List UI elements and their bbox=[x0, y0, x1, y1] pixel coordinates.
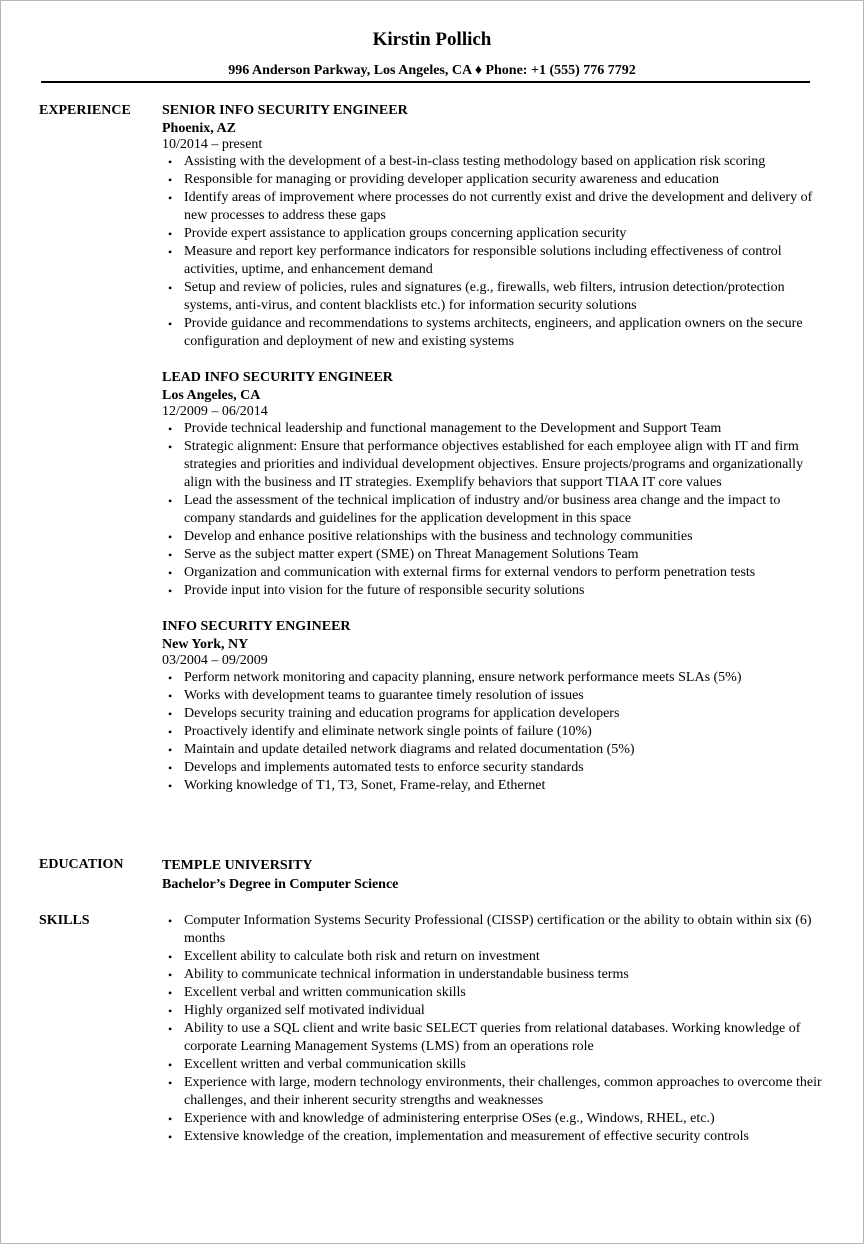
job-dates: 12/2009 – 06/2014 bbox=[162, 404, 268, 419]
job-dates: 03/2004 – 09/2009 bbox=[162, 653, 268, 668]
job-entry bbox=[162, 369, 822, 600]
list-item: • Assisting with the development of a best-in-class testing methodology based on application risk scoring bbox=[162, 153, 822, 171]
job-bullet-list bbox=[162, 420, 822, 600]
list-item: • Provide expert assistance to application groups concerning application security bbox=[162, 225, 822, 243]
list-item: • Identify areas of improvement where processes do not currently exist and drive the development and delivery of new processes to address these gaps bbox=[162, 189, 822, 225]
list-item: • Works with development teams to guarantee timely resolution of issues bbox=[162, 687, 822, 705]
job-title: SENIOR INFO SECURITY ENGINEER bbox=[162, 103, 408, 118]
skills-list bbox=[162, 912, 822, 1146]
list-item: • Ability to use a SQL client and write basic SELECT queries from relational databases. Working knowledge of corporate Learning Management Systems (LMS) from an operations role bbox=[162, 1020, 822, 1056]
list-item: • Excellent verbal and written communication skills bbox=[162, 984, 822, 1002]
header-divider bbox=[41, 81, 810, 83]
list-item: • Highly organized self motivated individual bbox=[162, 1002, 822, 1020]
job-entry bbox=[162, 102, 822, 351]
list-item: • Computer Information Systems Security Professional (CISSP) certification or the ability to obtain within six (6) months bbox=[162, 912, 822, 948]
section-title-experience: EXPERIENCE bbox=[39, 103, 131, 118]
job-bullet-list bbox=[162, 669, 822, 795]
job-entry bbox=[162, 618, 822, 795]
list-item: • Perform network monitoring and capacity planning, ensure network performance meets SLAs (5%) bbox=[162, 669, 822, 687]
skills-body bbox=[162, 912, 822, 1146]
job-title: INFO SECURITY ENGINEER bbox=[162, 619, 351, 634]
job-location: Los Angeles, CA bbox=[162, 388, 261, 403]
list-item: • Working knowledge of T1, T3, Sonet, Frame-relay, and Ethernet bbox=[162, 777, 822, 795]
list-item: • Provide input into vision for the future of responsible security solutions bbox=[162, 582, 822, 600]
section-title-skills: SKILLS bbox=[39, 913, 90, 928]
education-body bbox=[162, 856, 822, 894]
section-title-education: EDUCATION bbox=[39, 857, 124, 872]
list-item: • Lead the assessment of the technical implication of industry and/or business area change and the impact to company standards and guidelines for the application development in this space bbox=[162, 492, 822, 528]
contact-line: 996 Anderson Parkway, Los Angeles, CA ♦ Phone: +1 (555) 776 7792 bbox=[228, 63, 636, 78]
experience-body bbox=[162, 102, 822, 813]
job-location: New York, NY bbox=[162, 637, 249, 652]
job-bullet-list bbox=[162, 153, 822, 351]
list-item: • Develop and enhance positive relationships with the business and technology communities bbox=[162, 528, 822, 546]
job-dates: 10/2014 – present bbox=[162, 137, 263, 152]
list-item: • Proactively identify and eliminate network single points of failure (10%) bbox=[162, 723, 822, 741]
list-item: • Setup and review of policies, rules and signatures (e.g., firewalls, web filters, intrusion detection/protection systems, anti-virus, and content blacklists etc.) for information security solutions bbox=[162, 279, 822, 315]
list-item: • Develops and implements automated tests to enforce security standards bbox=[162, 759, 822, 777]
list-item: • Develops security training and education programs for application developers bbox=[162, 705, 822, 723]
list-item: • Experience with large, modern technology environments, their challenges, common approaches to overcome their challenges, and their inherent security strengths and weaknesses bbox=[162, 1074, 822, 1110]
job-location: Phoenix, AZ bbox=[162, 121, 236, 136]
list-item: • Strategic alignment: Ensure that performance objectives established for each employee align with IT and firm strategies and priorities and individual development objectives. Ensure projects/programs and organizationally align with the business and IT strategies. Exemplify behaviors that support TIAA IT core values bbox=[162, 438, 822, 492]
list-item: • Organization and communication with external firms for external vendors to perform penetration tests bbox=[162, 564, 822, 582]
list-item: • Extensive knowledge of the creation, implementation and measurement of effective security controls bbox=[162, 1128, 822, 1146]
job-title: LEAD INFO SECURITY ENGINEER bbox=[162, 370, 393, 385]
list-item: • Ability to communicate technical information in understandable business terms bbox=[162, 966, 822, 984]
list-item: • Experience with and knowledge of administering enterprise OSes (e.g., Windows, RHEL, etc.) bbox=[162, 1110, 822, 1128]
list-item: • Serve as the subject matter expert (SME) on Threat Management Solutions Team bbox=[162, 546, 822, 564]
list-item: • Provide technical leadership and functional management to the Development and Support Team bbox=[162, 420, 822, 438]
list-item: • Measure and report key performance indicators for responsible solutions including effectiveness of control activities, uptime, and enhancement demand bbox=[162, 243, 822, 279]
list-item: • Excellent ability to calculate both risk and return on investment bbox=[162, 948, 822, 966]
list-item: • Responsible for managing or providing developer application security awareness and education bbox=[162, 171, 822, 189]
list-item: • Maintain and update detailed network diagrams and related documentation (5%) bbox=[162, 741, 822, 759]
school-name: TEMPLE UNIVERSITY bbox=[162, 858, 313, 873]
list-item: • Provide guidance and recommendations to systems architects, engineers, and application owners on the secure configuration and deployment of new and existing systems bbox=[162, 315, 822, 351]
list-item: • Excellent written and verbal communication skills bbox=[162, 1056, 822, 1074]
degree: Bachelor’s Degree in Computer Science bbox=[162, 877, 399, 892]
candidate-name: Kirstin Pollich bbox=[372, 29, 492, 50]
